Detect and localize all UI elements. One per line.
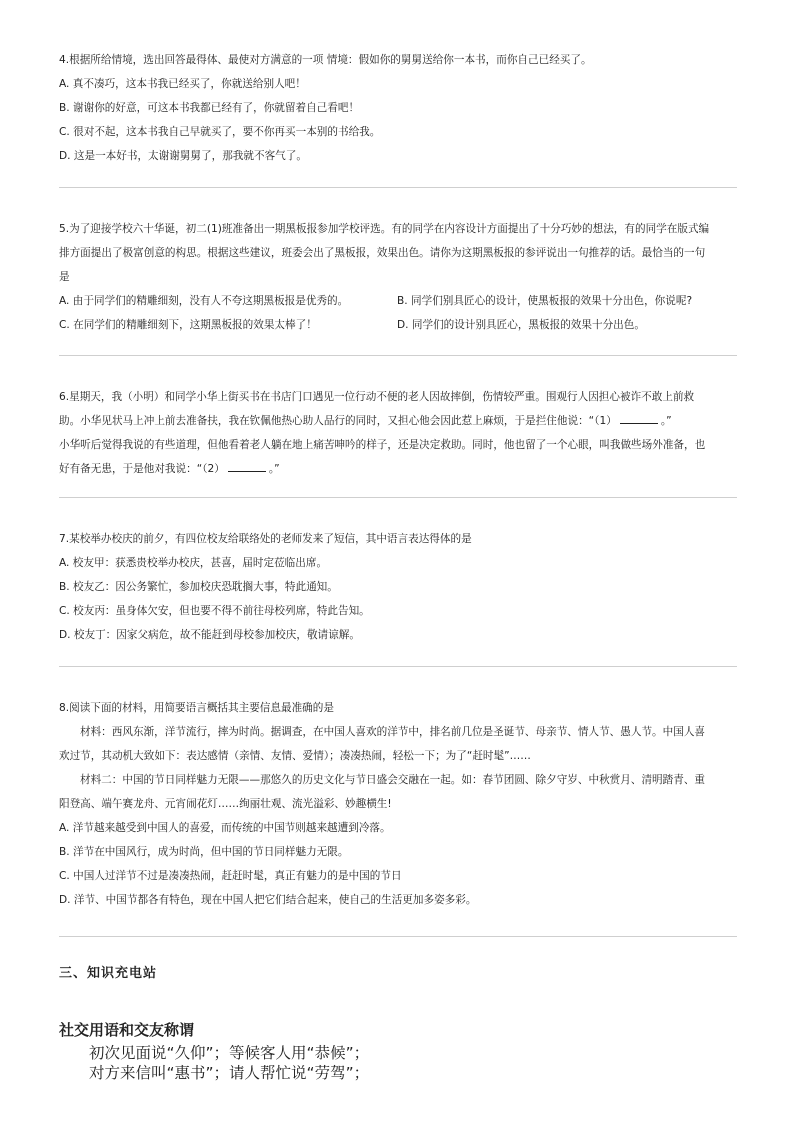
divider	[59, 936, 737, 937]
section-title: 三、知识充电站	[59, 966, 158, 981]
options-row	[59, 313, 737, 337]
option-b: B. 同学们别具匠心的设计，使黑板报的效果十分出色，你说呢?	[397, 295, 693, 307]
question-5	[59, 217, 737, 337]
question-stem: 7.某校举办校庆的前夕，有四位校友给联络处的老师发来了短信，其中语言表达得体的是	[59, 533, 472, 545]
question-stem: 8.阅读下面的材料，用简要语言概括其主要信息最准确的是	[59, 702, 334, 714]
question-stem: 4.根据所给情境，选出回答最得体、最使对方满意的一项 情境：假如你的舅舅送给你一本书，而你自己已经买了。	[59, 54, 592, 66]
material-1-line: 材料：西风东渐，洋节流行，摔为时尚。据调查，在中国人喜欢的洋节中，排名前几位是圣诞节、母亲节、情人节、愚人节。中国人喜	[80, 726, 706, 738]
divider	[59, 666, 737, 667]
question-stem-line: 是	[59, 271, 70, 283]
divider	[59, 187, 737, 188]
option-b: B. 谢谢你的好意，可这本书我都已经有了，你就留着自己看吧！	[59, 102, 360, 114]
material-2-line: 阳登高、端午赛龙舟、元宵闹花灯……绚丽壮观、流光溢彩、妙趣横生!	[59, 798, 392, 810]
option-d: D. 校友丁：因家父病危，故不能赶到母校参加校庆，敬请谅解。	[59, 629, 360, 641]
option-c: C. 很对不起，这本书我自己早就买了，要不你再买一本别的书给我。	[59, 126, 381, 138]
question-stem-line: 排方面提出了极富创意的构思。根据这些建议，班委会出了黑板报，效果出色。请你为这期黑板报的参评说出一句推荐的话。最恰当的一句	[59, 247, 706, 259]
question-text: 好有备无患，于是他对我说：“（2）	[59, 463, 225, 475]
answer-blank-2[interactable]	[228, 461, 266, 472]
knowledge-line: 初次见面说“久仰”；等候客人用“恭候”；	[89, 1044, 370, 1062]
question-stem-line: 5.为了迎接学校六十华诞，初二(1)班准备出一期黑板报参加学校评选。有的同学在内容设计方面提出了十分巧妙的想法，有的同学在版式编	[59, 223, 710, 235]
question-line	[59, 457, 737, 481]
question-6	[59, 385, 737, 481]
option-b: B. 校友乙：因公务繁忙，参加校庆恐耽搁大事，特此通知。	[59, 581, 338, 593]
option-a: A. 由于同学们的精雕细刻，没有人不夸这期黑板报是优秀的。	[59, 295, 349, 307]
material-1-line: 欢过节，其动机大致如下：表达感情（亲情、友情、爱情）；凑凑热闹，轻松一下；为了“赶时髦”……	[59, 750, 531, 762]
question-8	[59, 696, 737, 912]
question-7	[59, 527, 737, 647]
option-b: B. 洋节在中国风行，成为时尚，但中国的节日同样魅力无限。	[59, 846, 349, 858]
question-4	[59, 48, 737, 168]
question-text: 助。小华见状马上冲上前去准备扶，我在钦佩他热心助人品行的同时，又担心他会因此惹上麻烦，于是拦住他说：“（1）	[59, 415, 617, 427]
question-line	[59, 409, 737, 433]
option-d: D. 洋节、中国节都各有特色，现在中国人把它们结合起来，使自己的生活更加多姿多彩。	[59, 894, 477, 906]
material-2-line: 材料二：中国的节日同样魅力无限——那悠久的历史文化与节日盛会交融在一起。如：春节团圆、除夕守岁、中秋赏月、清明踏青、重	[80, 774, 706, 786]
option-c: C. 在同学们的精雕细刻下，这期黑板报的效果太棒了！	[59, 319, 317, 331]
option-a: A. 洋节越来越受到中国人的喜爱，而传统的中国节则越来越遭到冷落。	[59, 822, 391, 834]
divider	[59, 497, 737, 498]
knowledge-title: 社交用语和交友称谓	[59, 1021, 195, 1039]
question-text: 。”	[268, 463, 280, 475]
option-a: A. 真不凑巧，这本书我已经买了，你就送给别人吧！	[59, 78, 306, 90]
option-d: D. 这是一本好书，太谢谢舅舅了，那我就不客气了。	[59, 150, 307, 162]
option-c: C. 中国人过洋节不过是凑凑热闹，赶赶时髦，真正有魅力的是中国的节日	[59, 870, 402, 882]
option-c: C. 校友丙：虽身体欠安，但也要不得不前往母校列席，特此告知。	[59, 605, 370, 617]
question-text: 。”	[660, 415, 672, 427]
question-line: 6.星期天，我（小明）和同学小华上街买书在书店门口遇见一位行动不便的老人因故摔倒，伤情较严重。围观行人因担心被诈不敢上前救	[59, 391, 695, 403]
answer-blank-1[interactable]	[620, 413, 658, 424]
divider	[59, 355, 737, 356]
option-d: D. 同学们的设计别具匠心，黑板报的效果十分出色。	[397, 319, 645, 331]
options-row	[59, 289, 737, 313]
knowledge-line: 对方来信叫“惠书”；请人帮忙说“劳驾”；	[89, 1064, 370, 1082]
option-a: A. 校友甲：获悉贵校举办校庆，甚喜，届时定莅临出席。	[59, 557, 328, 569]
question-line: 小华听后觉得我说的有些道理，但他看着老人躺在地上痛苦呻吟的样子，还是决定救助。同时，他也留了一个心眼，叫我做些场外准备，也	[59, 439, 706, 451]
